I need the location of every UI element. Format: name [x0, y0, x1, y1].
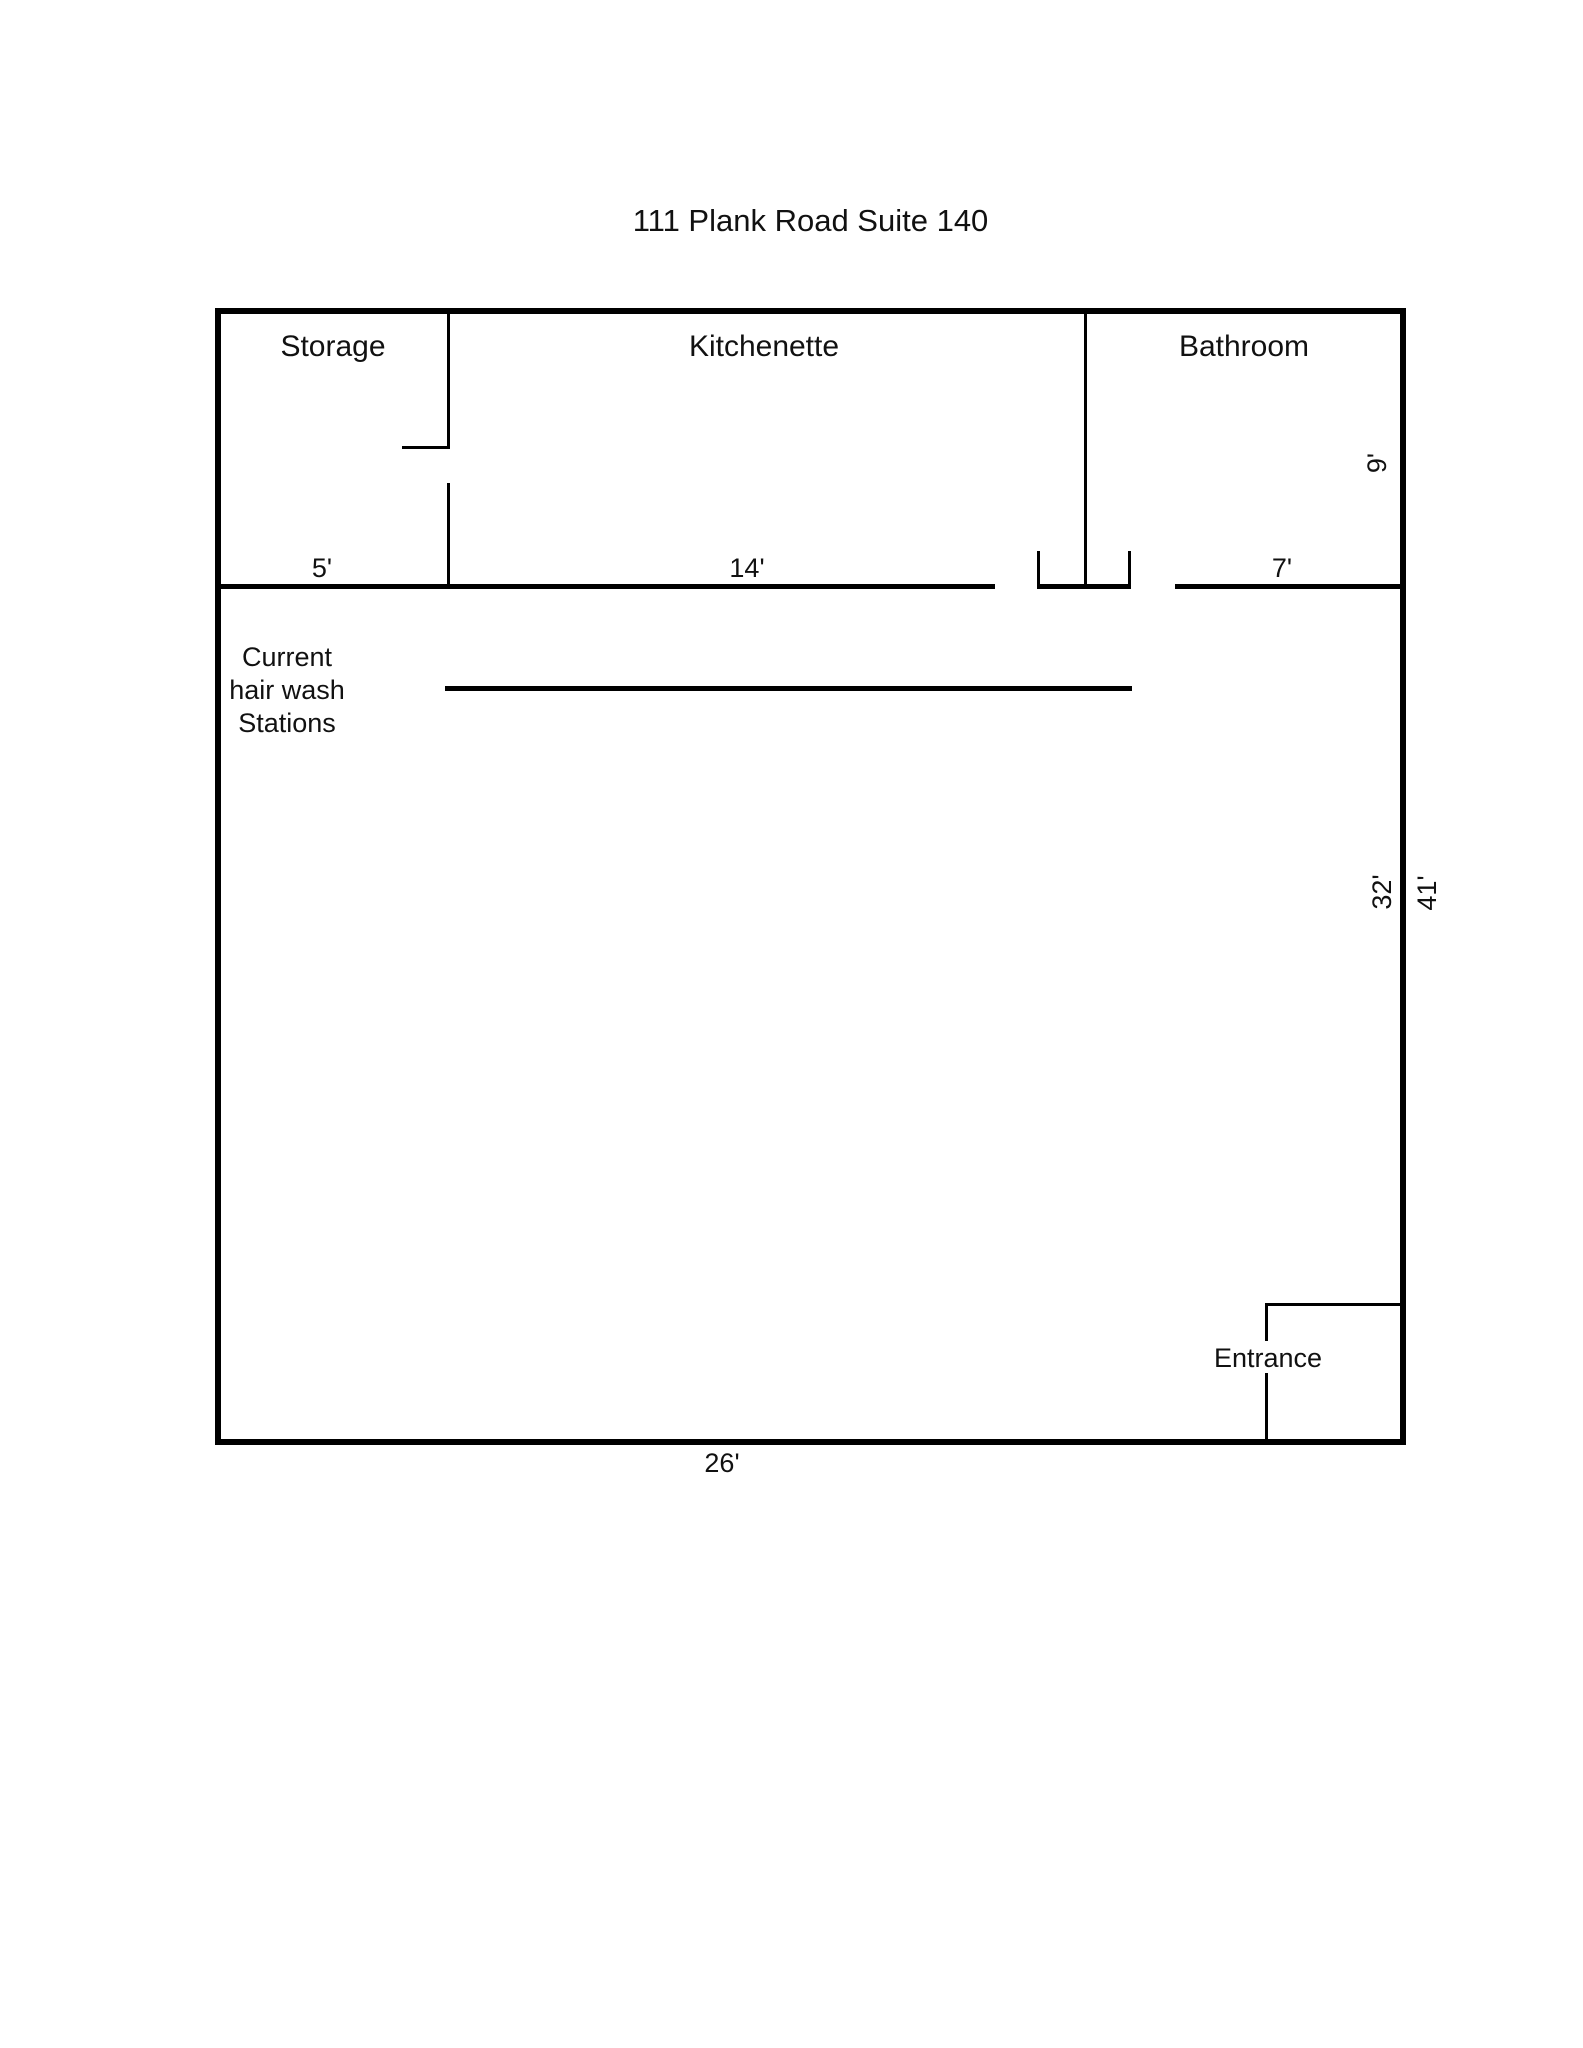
dimension-bottom-width: 26' [704, 1448, 740, 1478]
room-label-bathroom: Bathroom [1178, 330, 1310, 363]
wall-bathroom-divider [1084, 310, 1087, 587]
hair-wash-note-line2: hair wash [229, 675, 345, 705]
wall-right [1400, 308, 1406, 1445]
hair-wash-note-line3: Stations [238, 708, 336, 738]
hair-wash-stations-note [187, 641, 387, 740]
door-jamb-left [1037, 551, 1040, 589]
room-label-kitchenette: Kitchenette [688, 330, 840, 363]
dimension-total-depth: 41' [1411, 875, 1442, 911]
room-label-storage: Storage [280, 330, 386, 363]
hair-wash-stations-line [445, 686, 1132, 691]
wall-horizontal-door-sill [1038, 584, 1130, 589]
wall-left [215, 308, 221, 1445]
page-title: 111 Plank Road Suite 140 [632, 203, 989, 238]
entrance-vestibule-top-line [1266, 1303, 1403, 1306]
entrance-vestibule-left-line-upper [1265, 1303, 1268, 1341]
wall-horizontal-right-segment [1175, 584, 1403, 589]
wall-horizontal-left-segment [218, 584, 995, 589]
door-jamb-right [1128, 551, 1131, 589]
hair-wash-note-line1: Current [241, 642, 333, 672]
dimension-storage-width: 5' [311, 553, 333, 583]
entrance-label: Entrance [1213, 1343, 1323, 1373]
dimension-main-room-depth: 32' [1366, 874, 1397, 910]
dimension-bathroom-depth: 9' [1361, 452, 1392, 474]
dimension-bathroom-width: 7' [1271, 553, 1293, 583]
entrance-vestibule-left-line-lower [1265, 1373, 1268, 1442]
dimension-kitchenette-width: 14' [729, 553, 765, 583]
wall-storage-door-jog [402, 446, 450, 449]
wall-top [215, 308, 1406, 314]
wall-storage-divider-lower [447, 483, 450, 587]
wall-storage-divider-upper [447, 310, 450, 448]
wall-bottom [215, 1439, 1406, 1445]
